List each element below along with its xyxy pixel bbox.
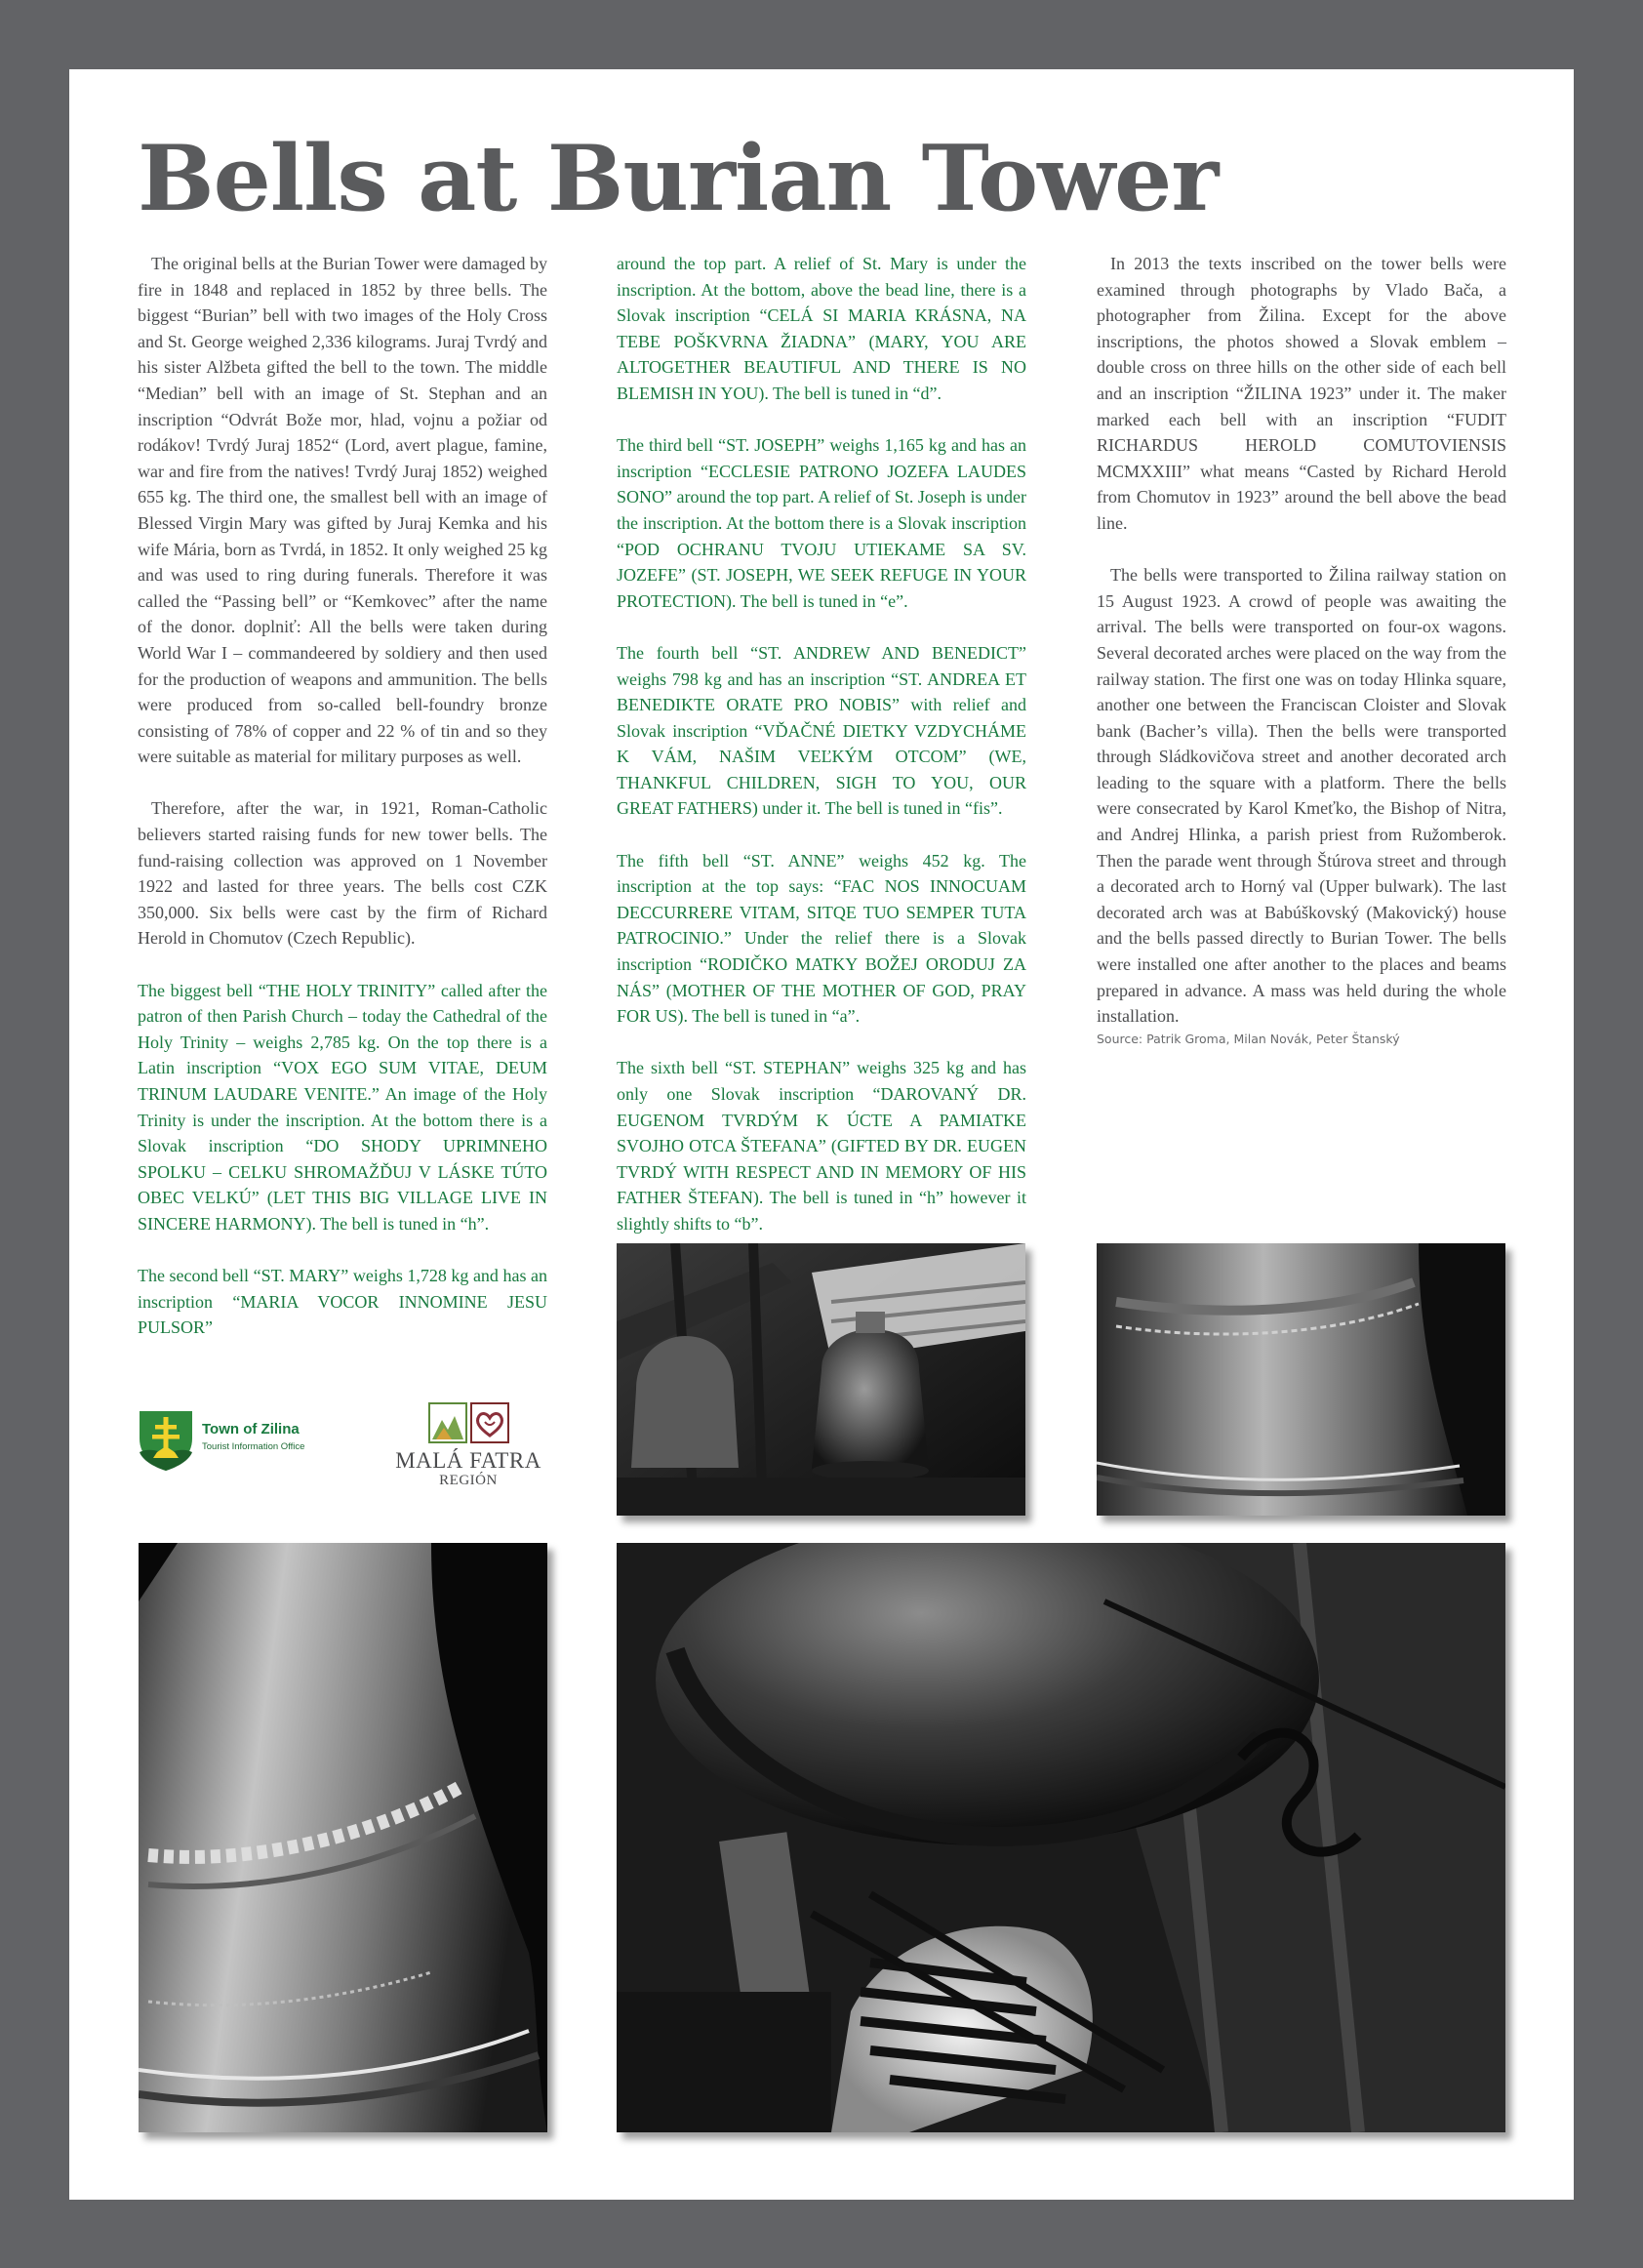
bell-detail-photo xyxy=(139,1543,547,2132)
body-paragraph: around the top part. A relief of St. Mary is under the inscription. At the bottom, above the bead line, there is a Slovak inscription “CELÁ SI MARIA KRÁSNA, NA TEBE POŠKVRNA ŽIADNA” (MARY, YOU ARE ALTOGETHER BEAUTIFUL AND THERE IS NO BLEMISH IN YOU). The bell is tuned in “d”. xyxy=(617,254,1026,403)
bell-and-staircase-photo xyxy=(617,1543,1505,2132)
page-title: Bells at Burian Tower xyxy=(138,125,1219,231)
source-credit: Source: Patrik Groma, Milan Novák, Peter Štanský xyxy=(1097,1032,1400,1046)
bells-in-belfry-photo xyxy=(617,1243,1025,1516)
bell-closeup-photo xyxy=(1097,1243,1505,1516)
mala-fatra-emblem-icon xyxy=(428,1402,510,1447)
body-paragraph: The sixth bell “ST. STEPHAN” weighs 325 kg and has only one Slovak inscription “DAROVANÝ DR. EUGENOM TVRDÝM K ÚCTE A PAMIATKE SVOJHO OTCA ŠTEFANA” (GIFTED BY DR. EUGEN TVRDÝ WITH RESPECT AND IN MEMORY OF HIS FATHER ŠTEFAN). The bell is tuned in “h” however it slightly shifts to “b”. xyxy=(617,1058,1026,1234)
body-paragraph: Therefore, after the war, in 1921, Roman-Catholic believers started raising funds for new tower bells. The fund-raising collection was approved on 1 November 1922 and lasted for three years. The bells cost CZK 350,000. Six bells were cast by the firm of Richard Herold in Chomutov (Czech Republic). xyxy=(138,798,547,949)
town-name-label: Town of Zilina xyxy=(202,1421,300,1438)
mala-fatra-logo xyxy=(395,1402,541,1492)
mala-fatra-name: MALÁ FATRA xyxy=(395,1448,541,1473)
body-paragraph: The fourth bell “ST. ANDREW AND BENEDICT” weighs 798 kg and has an inscription “ST. ANDREA ET BENEDIKTE ORATE PRO NOBIS” with relief and Slovak inscription “VĎAČNÉ DIETKY VZDYCHÁME K VÁM, NAŠIM VEĽKÝM OTCOM” (WE, THANKFUL CHILDREN, SIGH TO YOU, OUR GREAT FATHERS) under it. The bell is tuned in “fis”. xyxy=(617,642,1026,819)
text-column-left xyxy=(138,251,547,1341)
text-column-right xyxy=(1097,251,1506,1030)
body-paragraph: The biggest bell “THE HOLY TRINITY” called after the patron of then Parish Church – today the Cathedral of the Holy Trinity – weighs 2,785 kg. On the top there is a Latin inscription “VOX EGO SUM VITAE, DEUM TRINUM LAUDARE VENITE.” An image of the Holy Trinity is under the inscription. At the bottom there is a Slovak inscription “DO SHODY UPRIMNEHO SPOLKU – CELKU SHROMAŽĎUJ V LÁSKE TÚTO OBEC VELKÚ” (LET THIS BIG VILLAGE LIVE IN SINCERE HARMONY). The bell is tuned in “h”. xyxy=(138,980,547,1234)
body-paragraph: In 2013 the texts inscribed on the tower bells were examined through photographs by Vlado Bača, a photographer from Žilina. Except for the above inscriptions, the photos showed a Slovak emblem – double cross on three hills on the other side of each bell and an inscription “ŽILINA 1923” under it. The maker marked each bell with an inscription “FUDIT RICHARDUS HEROLD COMUTOVIENSIS MCMXXIII” what means “Casted by Richard Herold from Chomutov in 1923” around the bell above the bead line. xyxy=(1097,254,1506,533)
body-paragraph: The second bell “ST. MARY” weighs 1,728 kg and has an inscription “MARIA VOCOR INNOMINE JESU PULSOR” xyxy=(138,1266,547,1338)
body-paragraph: The fifth bell “ST. ANNE” weighs 452 kg. The inscription at the top says: “FAC NOS INNOCUAM DECCURRERE VITAM, SITQE TUO SEMPER TUTA PATROCINIO.” Under the relief there is a Slovak inscription “RODIČKO MATKY BOŽEJ ORODUJ ZA NÁS” (MOTHER OF THE MOTHER OF GOD, PRAY FOR US). The bell is tuned in “a”. xyxy=(617,850,1026,1027)
body-paragraph: The bells were transported to Žilina railway station on 15 August 1923. A crowd of people was awaiting the arrival. The bells were transported on four-ox wagons. Several decorated arches were placed on the way from the railway station. The first one was on today Hlinka square, another one between the Franciscan Cloister and Slovak bank (Bacher’s villa). Then the bells were transported through Sládkovičova street and another decorated arch leading to the square with a platform. There the bells were consecrated by Karol Kmeťko, the Bishop of Nitra, and Andrej Hlinka, a parish priest from Ružomberok. Then the parade went through Štúrova street and through a decorated arch to Horný val (Upper bulwark). The last decorated arch was at Babúškovský (Makovický) house and the bells passed directly to Burian Tower. The bells were installed one after another to the places and beams prepared in advance. A mass was held during the whole installation. xyxy=(1097,565,1506,1027)
text-column-middle xyxy=(617,251,1026,1237)
town-of-zilina-logo xyxy=(138,1409,347,1474)
mala-fatra-region-label: REGIÓN xyxy=(439,1473,498,1488)
poster xyxy=(69,69,1574,2200)
body-paragraph: The original bells at the Burian Tower were damaged by fire in 1848 and replaced in 1852 by three bells. The biggest “Burian” bell with two images of the Holy Cross and St. George weighed 2,336 kilograms. Juraj Tvrdý and his sister Alžbeta gifted the bell to the town. The middle “Median” bell with an image of St. Stephan and an inscription “Odvrát Bože mor, hlad, vojnu a požiar od rodákov! Tvrdý Juraj 1852“ (Lord, avert plague, famine, war and fire from the natives! Tvrdý Juraj 1852) weighed 655 kg. The third one, the smallest bell with an image of Blessed Virgin Mary was gifted by Juraj Kemka and his wife Mária, born as Tvrdá, in 1852. It only weighed 25 kg and was used to ring during funerals. Therefore it was called the “Passing bell” or “Kemkovec” after the name of the donor. doplniť: All the bells were taken during World War I – commandeered by soldiery and then used for the production of weapons and ammunition. The bells were produced from so-called bell-foundry bronze consisting of 78% of copper and 22 % of tin and so they were suitable as material for military purposes as well. xyxy=(138,254,547,767)
body-paragraph: The third bell “ST. JOSEPH” weighs 1,165 kg and has an inscription “ECCLESIE PATRONO JOZEFA LAUDES SONO” around the top part. A relief of St. Joseph is under the inscription. At the bottom there is a Slovak inscription “POD OCHRANU TVOJU UTIEKAME SA SV. JOZEFE” (ST. JOSEPH, WE SEEK REFUGE IN YOUR PROTECTION). The bell is tuned in “e”. xyxy=(617,435,1026,611)
tourist-office-label: Tourist Information Office xyxy=(202,1441,305,1452)
zilina-coat-of-arms-icon xyxy=(138,1409,194,1472)
